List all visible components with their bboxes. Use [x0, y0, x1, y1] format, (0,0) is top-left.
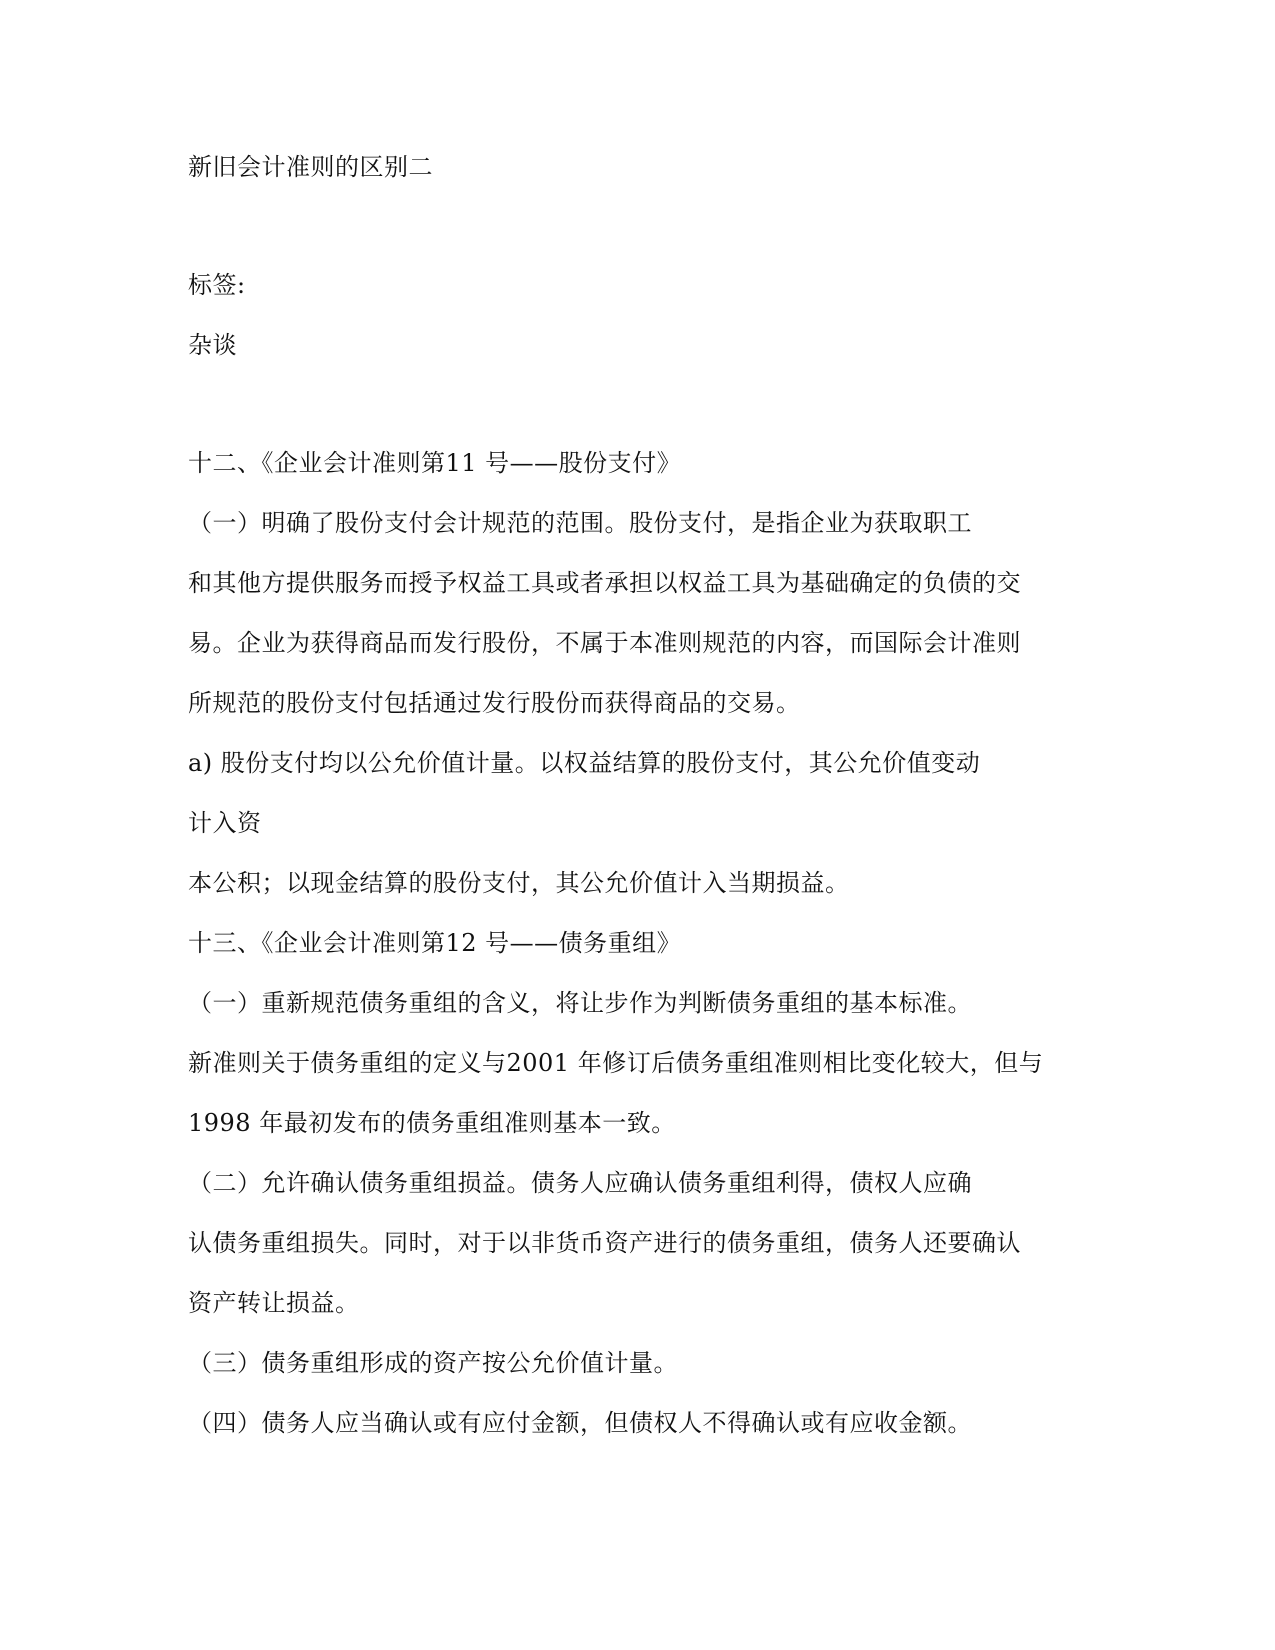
tags-value: 杂谈 [188, 331, 237, 359]
tags-label: 标签: [188, 271, 246, 299]
paragraph-line: 和其他方提供服务而授予权益工具或者承担以权益工具为基础确定的负债的交 [188, 569, 1021, 597]
paragraph-line: 本公积；以现金结算的股份支付，其公允价值计入当期损益。 [188, 869, 850, 897]
paragraph-line: 1998 年最初发布的债务重组准则基本一致。 [188, 1109, 676, 1137]
paragraph-line: （四）债务人应当确认或有应付金额，但债权人不得确认或有应收金额。 [188, 1409, 972, 1437]
paragraph-line: （二）允许确认债务重组损益。债务人应确认债务重组利得，债权人应确 [188, 1169, 972, 1197]
paragraph-line: （三）债务重组形成的资产按公允价值计量。 [188, 1349, 678, 1377]
paragraph-line: 计入资 [188, 809, 262, 837]
paragraph-line: 资产转让损益。 [188, 1289, 360, 1317]
document-title: 新旧会计准则的区别二 [188, 153, 433, 181]
paragraph-line: 易。企业为获得商品而发行股份，不属于本准则规范的内容，而国际会计准则 [188, 629, 1021, 657]
paragraph-line: （一）重新规范债务重组的含义，将让步作为判断债务重组的基本标准。 [188, 989, 972, 1017]
paragraph-line: 新准则关于债务重组的定义与2001 年修订后债务重组准则相比变化较大，但与 [188, 1049, 1044, 1077]
paragraph-line: 所规范的股份支付包括通过发行股份而获得商品的交易。 [188, 689, 801, 717]
paragraph-line: （一）明确了股份支付会计规范的范围。股份支付，是指企业为获取职工 [188, 509, 972, 537]
section-heading-13: 十三、《企业会计准则第12 号——债务重组》 [188, 929, 682, 957]
paragraph-line: a) 股份支付均以公允价值计量。以权益结算的股份支付，其公允价值变动 [188, 749, 981, 777]
paragraph-line: 认债务重组损失。同时，对于以非货币资产进行的债务重组，债务人还要确认 [188, 1229, 1021, 1257]
section-heading-12: 十二、《企业会计准则第11 号——股份支付》 [188, 449, 682, 477]
